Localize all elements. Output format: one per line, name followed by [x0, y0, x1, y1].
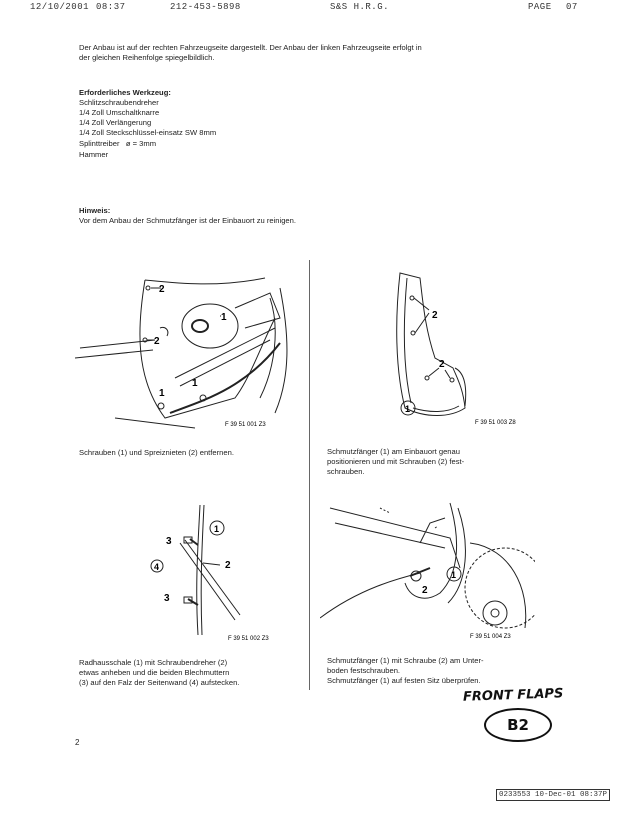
figure-4-diagram — [320, 488, 535, 643]
figure-1-diagram — [75, 268, 300, 438]
fax-time: 08:37 — [96, 2, 126, 12]
figure-3-code: F 39 51 002 Z3 — [228, 636, 269, 642]
figure-1-code: F 39 51 001 Z3 — [225, 422, 266, 428]
figure-3-callout: 4 — [154, 562, 160, 572]
note-text: Vor dem Anbau der Schmutzfänger ist der Einbauort zu reinigen. — [79, 216, 296, 225]
tool-item: Hammer — [79, 150, 109, 159]
figure-2-caption: schrauben. — [327, 467, 365, 476]
tool-item: Splinttreiber ø = 3mm — [79, 139, 157, 148]
fax-date: 12/10/2001 — [30, 2, 90, 12]
figure-2-caption: Schmutzfänger (1) am Einbauort genau — [327, 447, 460, 456]
tools-heading: Erforderliches Werkzeug: — [79, 88, 171, 97]
figure-1-callout: 1 — [159, 388, 165, 399]
figure-2-callout: 2 — [432, 310, 438, 321]
figure-4-caption: Schmutzfänger (1) auf festen Sitz überprüfen. — [327, 676, 481, 685]
fax-page-number: 07 — [566, 2, 578, 12]
figure-4-caption: boden festschrauben. — [327, 666, 401, 675]
figure-3-caption: Radhausschale (1) mit Schraubendreher (2) — [79, 658, 228, 667]
page-number: 2 — [75, 738, 80, 747]
figure-1-callout: 1 — [192, 378, 198, 389]
figure-3-callout: 3 — [166, 536, 172, 547]
figure-2-code: F 39 51 003 Z8 — [475, 420, 516, 426]
figure-2-callout: 1 — [405, 404, 411, 414]
intro-line-1: Der Anbau ist auf der rechten Fahrzeugseite dargestellt. Der Anbau der linken Fahrzeugseite erfolgt in — [79, 43, 422, 52]
tool-item: 1/4 Zoll Verlängerung — [79, 118, 152, 127]
figure-4-code: F 39 51 004 Z3 — [470, 634, 511, 640]
figure-4-callout: 2 — [422, 585, 428, 596]
handwritten-code: B2 — [484, 708, 552, 742]
figure-4-callout: 1 — [451, 570, 457, 580]
figure-3-callout: 3 — [164, 593, 170, 604]
figure-2-caption: positionieren und mit Schrauben (2) fest- — [327, 457, 465, 466]
tool-item: Schlitzschraubendreher — [79, 98, 159, 107]
figure-4-caption: Schmutzfänger (1) mit Schraube (2) am Unter- — [327, 656, 484, 665]
figure-1-caption: Schrauben (1) und Spreiznieten (2) entfernen. — [79, 448, 234, 457]
figure-3-callout: 1 — [214, 524, 220, 534]
figure-3-caption: etwas anheben und die beiden Blechmuttern — [79, 668, 230, 677]
intro-line-2: der gleichen Reihenfolge spiegelbildlich. — [79, 53, 215, 62]
column-divider — [309, 260, 310, 690]
fax-page-label: PAGE — [528, 2, 552, 12]
figure-1-callout: 1 — [221, 312, 227, 323]
figure-2-diagram — [385, 268, 545, 428]
tool-item: 1/4 Zoll Umschaltknarre — [79, 108, 160, 117]
figure-1-callout: 2 — [154, 336, 160, 347]
figure-3-caption: (3) auf den Falz der Seitenwand (4) aufstecken. — [79, 678, 240, 687]
note-heading: Hinweis: — [79, 206, 111, 215]
fax-phone: 212-453-5898 — [170, 2, 241, 12]
figure-2-callout: 2 — [439, 359, 445, 370]
figure-3-diagram — [140, 505, 300, 645]
figure-1-callout: 2 — [159, 284, 165, 295]
handwritten-title: FRONT FLAPS — [462, 686, 564, 705]
fax-sender: S&S H.R.G. — [330, 2, 390, 12]
fax-stamp: 0233553 10-Dec-01 08:37P — [496, 789, 610, 801]
figure-3-callout: 2 — [225, 560, 231, 571]
tool-item: 1/4 Zoll Steckschlüssel-einsatz SW 8mm — [79, 128, 217, 137]
